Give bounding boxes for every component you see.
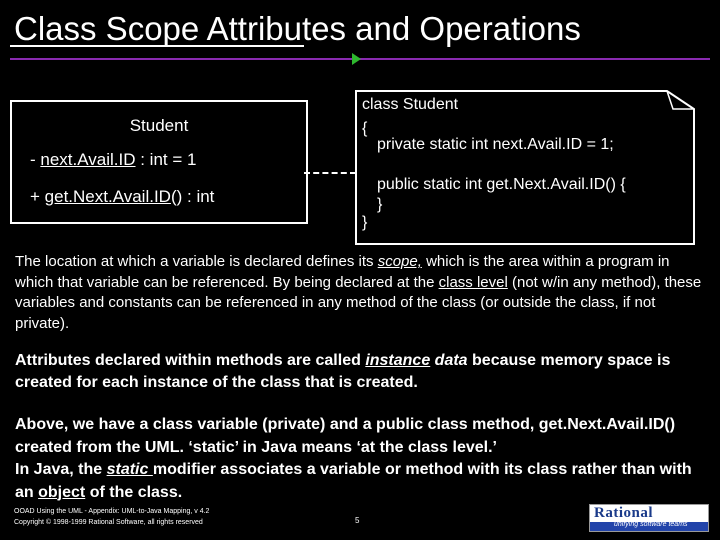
logo-tagline: unifying software teams xyxy=(614,521,688,528)
paragraph-static xyxy=(15,414,705,504)
logo-wordmark: Rational xyxy=(594,505,654,521)
p1-class-level-term: class level xyxy=(438,273,508,291)
note-line-2: { xyxy=(362,120,368,137)
slide-title: Class Scope Attributes and Operations xyxy=(14,10,581,47)
page-number: 5 xyxy=(355,516,360,525)
note-connector xyxy=(304,172,356,174)
p3-text-c: modifier associates a variable or method with its class rather than with an xyxy=(15,461,692,501)
paragraph-scope xyxy=(15,252,705,334)
code-note xyxy=(355,90,695,245)
p1-scope-term: scope, xyxy=(377,253,422,270)
attribute-type: : int = 1 xyxy=(135,150,197,169)
uml-class-divider xyxy=(10,45,304,47)
p2-text-a: Attributes declared within methods are called xyxy=(15,352,366,369)
p3-static-term: static xyxy=(106,461,153,478)
p3-text-a: Above, we have a class variable (private) and a public class method, get.Next.Avail.ID() created from the UML. ‘static’ in Java means ‘at the class level.’ xyxy=(15,416,676,456)
attribute-visibility: - xyxy=(30,150,41,169)
note-line-3: private static int next.Avail.ID = 1; xyxy=(377,136,614,153)
uml-operation xyxy=(30,187,214,207)
uml-attribute xyxy=(30,150,196,170)
attribute-name: next.Avail.ID xyxy=(40,150,136,169)
rule-arrow-icon xyxy=(352,53,361,65)
paragraph-instance xyxy=(15,350,705,394)
operation-name: get.Next.Avail.ID xyxy=(44,187,171,206)
logo-tagline-bar xyxy=(590,522,708,531)
operation-signature: () : int xyxy=(170,187,215,206)
footer-course: OOAD Using the UML - Appendix: UML-to-Java Mapping, v 4.2 xyxy=(14,508,210,515)
p2-text-c: because memory space is created for each instance of the class that is created. xyxy=(15,352,671,391)
rational-logo xyxy=(589,504,709,532)
p3-text-d: of the class. xyxy=(85,483,183,501)
p1-text-b: which is the area within a program in which that variable can be referenced. By being declared at the xyxy=(15,253,670,291)
note-line-1: class Student xyxy=(362,96,459,113)
p1-text-a: The location at which a variable is declared defines its xyxy=(15,253,378,270)
p3-text-b: In Java, the xyxy=(15,461,107,478)
p1-text-c: (not w/in any method), these variables and constants can be referenced in any method of the class (or outside the class, if not private). xyxy=(15,273,702,332)
note-line-4: public static int get.Next.Avail.ID() { xyxy=(377,176,626,193)
operation-visibility: + xyxy=(30,187,45,206)
note-line-5: } xyxy=(377,196,383,213)
p2-instance-term: instance xyxy=(365,352,431,369)
p3-object-term: object xyxy=(38,483,86,501)
p2-data-term: data xyxy=(430,352,468,369)
uml-class-name: Student xyxy=(129,116,189,135)
note-line-6: } xyxy=(362,214,368,231)
footer-copyright: Copyright © 1998-1999 Rational Software, all rights reserved xyxy=(14,519,203,526)
